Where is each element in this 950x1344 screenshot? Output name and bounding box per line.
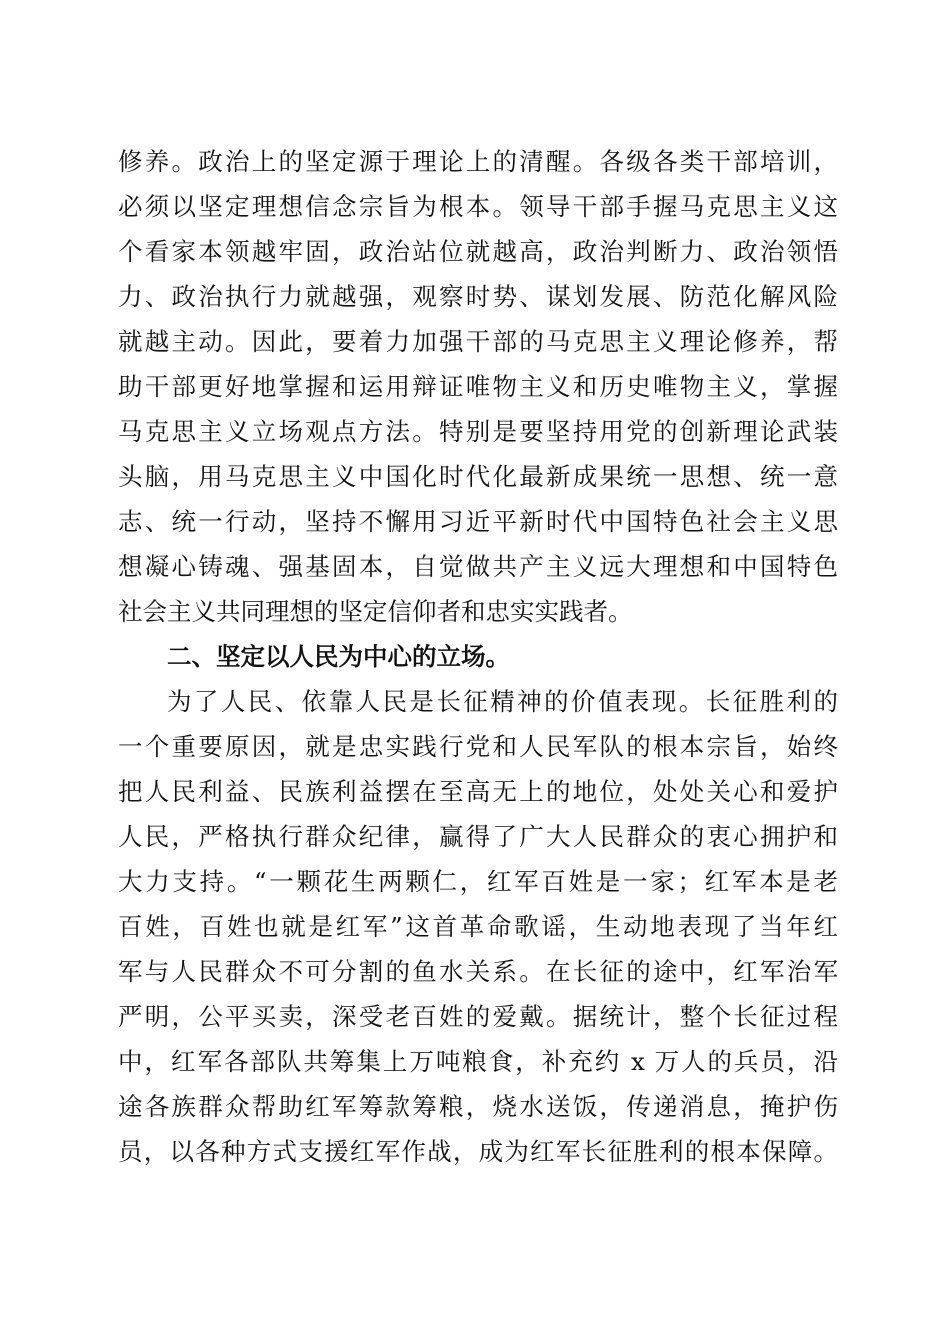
paragraph-line: 志、统一行动，坚持不懈用习近平新时代中国特色社会主义思	[118, 507, 838, 536]
paragraph-line: 人民，严格执行群众纪律，赢得了广大人民群众的衷心拥护和	[118, 822, 838, 851]
paragraph-line: 力、政治执行力就越强，观察时势、谋划发展、防范化解风险	[118, 282, 838, 311]
paragraph-line: 一个重要原因，就是忠实践行党和人民军队的根本宗旨，始终	[118, 732, 838, 761]
paragraph-line: 修养。政治上的坚定源于理论上的清醒。各级各类干部培训，	[118, 147, 838, 176]
paragraph-first-line: 为了人民、依靠人民是长征精神的价值表现。长征胜利的	[167, 687, 838, 716]
paragraph-line: 头脑，用马克思主义中国化时代化最新成果统一思想、统一意	[118, 462, 838, 491]
paragraph-line: 严明，公平买卖，深受老百姓的爱戴。据统计，整个长征过程	[118, 1002, 838, 1031]
paragraph-line: 就越主动。因此，要着力加强干部的马克思主义理论修养，帮	[118, 327, 838, 356]
paragraph-line: 中，红军各部队共筹集上万吨粮食，补充约 x 万人的兵员，沿	[118, 1047, 838, 1076]
paragraph-line: 军与人民群众不可分割的鱼水关系。在长征的途中，红军治军	[118, 957, 838, 986]
paragraph-line: 大力支持。“一颗花生两颗仁，红军百姓是一家；红军本是老	[118, 867, 838, 896]
paragraph-line: 想凝心铸魂、强基固本，自觉做共产主义远大理想和中国特色	[118, 552, 838, 581]
paragraph-line: 马克思主义立场观点方法。特别是要坚持用党的创新理论武装	[118, 417, 838, 446]
paragraph-line: 百姓，百姓也就是红军”这首革命歌谣，生动地表现了当年红	[118, 912, 838, 941]
paragraph-line: 把人民利益、民族利益摆在至高无上的地位，处处关心和爱护	[118, 777, 838, 806]
paragraph-line: 助干部更好地掌握和运用辩证唯物主义和历史唯物主义，掌握	[118, 372, 838, 401]
paragraph-line: 个看家本领越牢固，政治站位就越高，政治判断力、政治领悟	[118, 237, 838, 266]
paragraph-line-last: 社会主义共同理想的坚定信仰者和忠实实践者。	[118, 597, 633, 626]
section-heading: 二、坚定以人民为中心的立场。	[167, 642, 510, 671]
paragraph-line: 员，以各种方式支援红军作战，成为红军长征胜利的根本保障。	[118, 1137, 838, 1166]
paragraph-line: 途各族群众帮助红军筹款筹粮，烧水送饭，传递消息，掩护伤	[118, 1092, 838, 1121]
paragraph-line: 必须以坚定理想信念宗旨为根本。领导干部手握马克思主义这	[118, 192, 838, 221]
